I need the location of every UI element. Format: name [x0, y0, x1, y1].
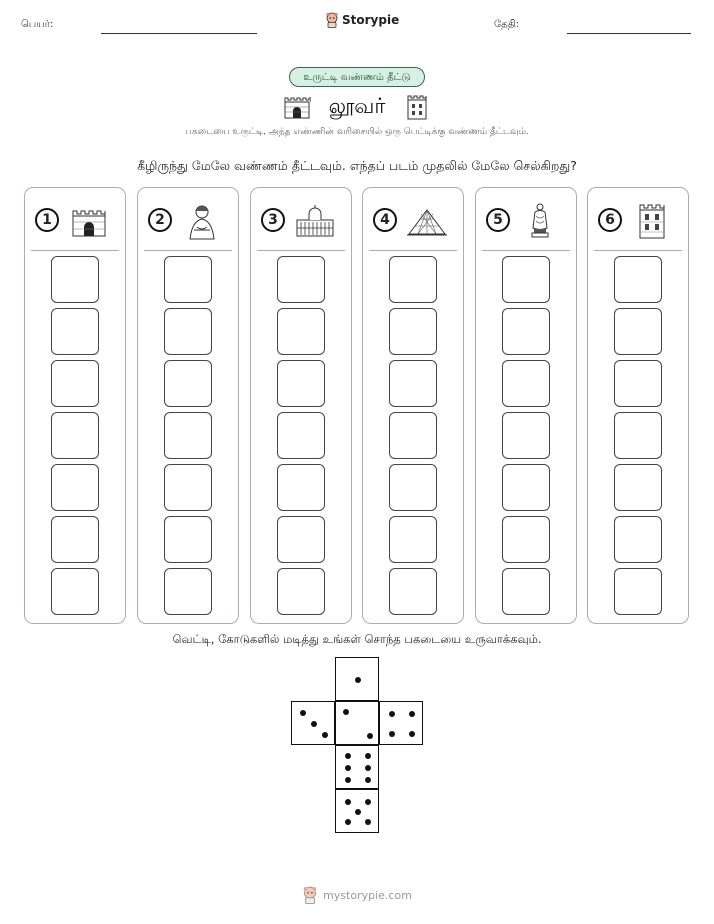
color-box[interactable] — [51, 308, 99, 355]
column-2 — [137, 187, 239, 624]
column-6 — [587, 187, 689, 624]
question-text: கீழிருந்து மேலே வண்ணம் தீட்டவும். எந்தப் படம் முதலில் மேலே செல்கிறது? — [137, 158, 577, 173]
tower-icon — [403, 94, 431, 120]
color-box[interactable] — [614, 464, 662, 511]
color-box[interactable] — [164, 464, 212, 511]
color-box[interactable] — [502, 464, 550, 511]
dice-face-top — [335, 657, 379, 701]
color-box[interactable] — [277, 360, 325, 407]
color-box[interactable] — [389, 360, 437, 407]
column-1 — [24, 187, 126, 624]
color-box[interactable] — [614, 516, 662, 563]
activity-pill: உருட்டி வண்ணம் தீட்டு — [289, 67, 425, 87]
color-box[interactable] — [614, 360, 662, 407]
statue-icon — [520, 202, 560, 240]
color-box[interactable] — [502, 360, 550, 407]
castle-icon — [69, 202, 109, 240]
cut-instruction-text: வெட்டி, கோடுகளில் மடித்து உங்கள் சொந்த பகடையை உருவாக்கவும். — [172, 632, 542, 646]
color-box[interactable] — [51, 360, 99, 407]
color-box[interactable] — [502, 412, 550, 459]
palace-building-icon — [295, 202, 335, 240]
brand-logo — [325, 12, 399, 28]
color-box[interactable] — [502, 516, 550, 563]
brand-name: Storypie — [342, 13, 400, 27]
color-box[interactable] — [277, 308, 325, 355]
color-box[interactable] — [277, 412, 325, 459]
storypie-mascot-icon — [325, 12, 339, 28]
color-box[interactable] — [389, 412, 437, 459]
color-box[interactable] — [164, 568, 212, 615]
column-4 — [362, 187, 464, 624]
column-number: 1 — [35, 208, 59, 232]
color-box[interactable] — [502, 568, 550, 615]
date-label: தேதி: — [494, 19, 520, 30]
column-number: 2 — [148, 208, 172, 232]
color-box[interactable] — [389, 256, 437, 303]
color-box[interactable] — [277, 516, 325, 563]
color-box[interactable] — [51, 412, 99, 459]
color-box[interactable] — [614, 568, 662, 615]
color-box[interactable] — [51, 256, 99, 303]
color-box[interactable] — [389, 464, 437, 511]
portrait-woman-icon — [182, 202, 222, 240]
glass-pyramid-icon — [407, 202, 447, 240]
color-box[interactable] — [164, 256, 212, 303]
castle-gate-icon — [283, 94, 311, 120]
instruction-text: பகடையை உருட்டி, அந்த எண்ணின் வரிசையில் ஒரு பெட்டிக்கு வண்ணம் தீட்டவும். — [185, 127, 529, 137]
color-box[interactable] — [614, 308, 662, 355]
column-5 — [475, 187, 577, 624]
color-box[interactable] — [51, 464, 99, 511]
dice-face-left — [291, 701, 335, 745]
column-divider — [31, 250, 119, 251]
color-box[interactable] — [277, 464, 325, 511]
column-number: 5 — [486, 208, 510, 232]
color-box[interactable] — [164, 412, 212, 459]
color-box[interactable] — [164, 516, 212, 563]
color-box[interactable] — [614, 412, 662, 459]
color-box[interactable] — [164, 360, 212, 407]
color-box[interactable] — [51, 568, 99, 615]
column-number: 4 — [373, 208, 397, 232]
stone-tower-icon — [632, 202, 672, 240]
color-box[interactable] — [389, 308, 437, 355]
color-box[interactable] — [51, 516, 99, 563]
color-box[interactable] — [389, 568, 437, 615]
dice-face-bottom — [335, 789, 379, 833]
color-box[interactable] — [389, 516, 437, 563]
column-3 — [250, 187, 352, 624]
footer — [0, 886, 714, 904]
column-number: 3 — [261, 208, 285, 232]
page-title: லூவர் — [328, 93, 386, 118]
color-box[interactable] — [502, 308, 550, 355]
dice-face-center — [335, 701, 379, 745]
color-box[interactable] — [502, 256, 550, 303]
name-line — [101, 33, 257, 34]
color-box[interactable] — [277, 568, 325, 615]
dice-face-lower — [335, 745, 379, 789]
storypie-mascot-icon — [302, 886, 318, 904]
column-number: 6 — [598, 208, 622, 232]
dice-face-right — [379, 701, 423, 745]
color-box[interactable] — [277, 256, 325, 303]
name-label: பெயர்: — [21, 19, 54, 30]
column-divider — [144, 250, 232, 251]
color-box[interactable] — [164, 308, 212, 355]
column-divider — [257, 250, 345, 251]
date-line — [567, 33, 691, 34]
footer-url[interactable]: mystorypie.com — [323, 888, 412, 902]
column-divider — [369, 250, 457, 251]
column-divider — [482, 250, 570, 251]
column-divider — [594, 250, 682, 251]
color-box[interactable] — [614, 256, 662, 303]
